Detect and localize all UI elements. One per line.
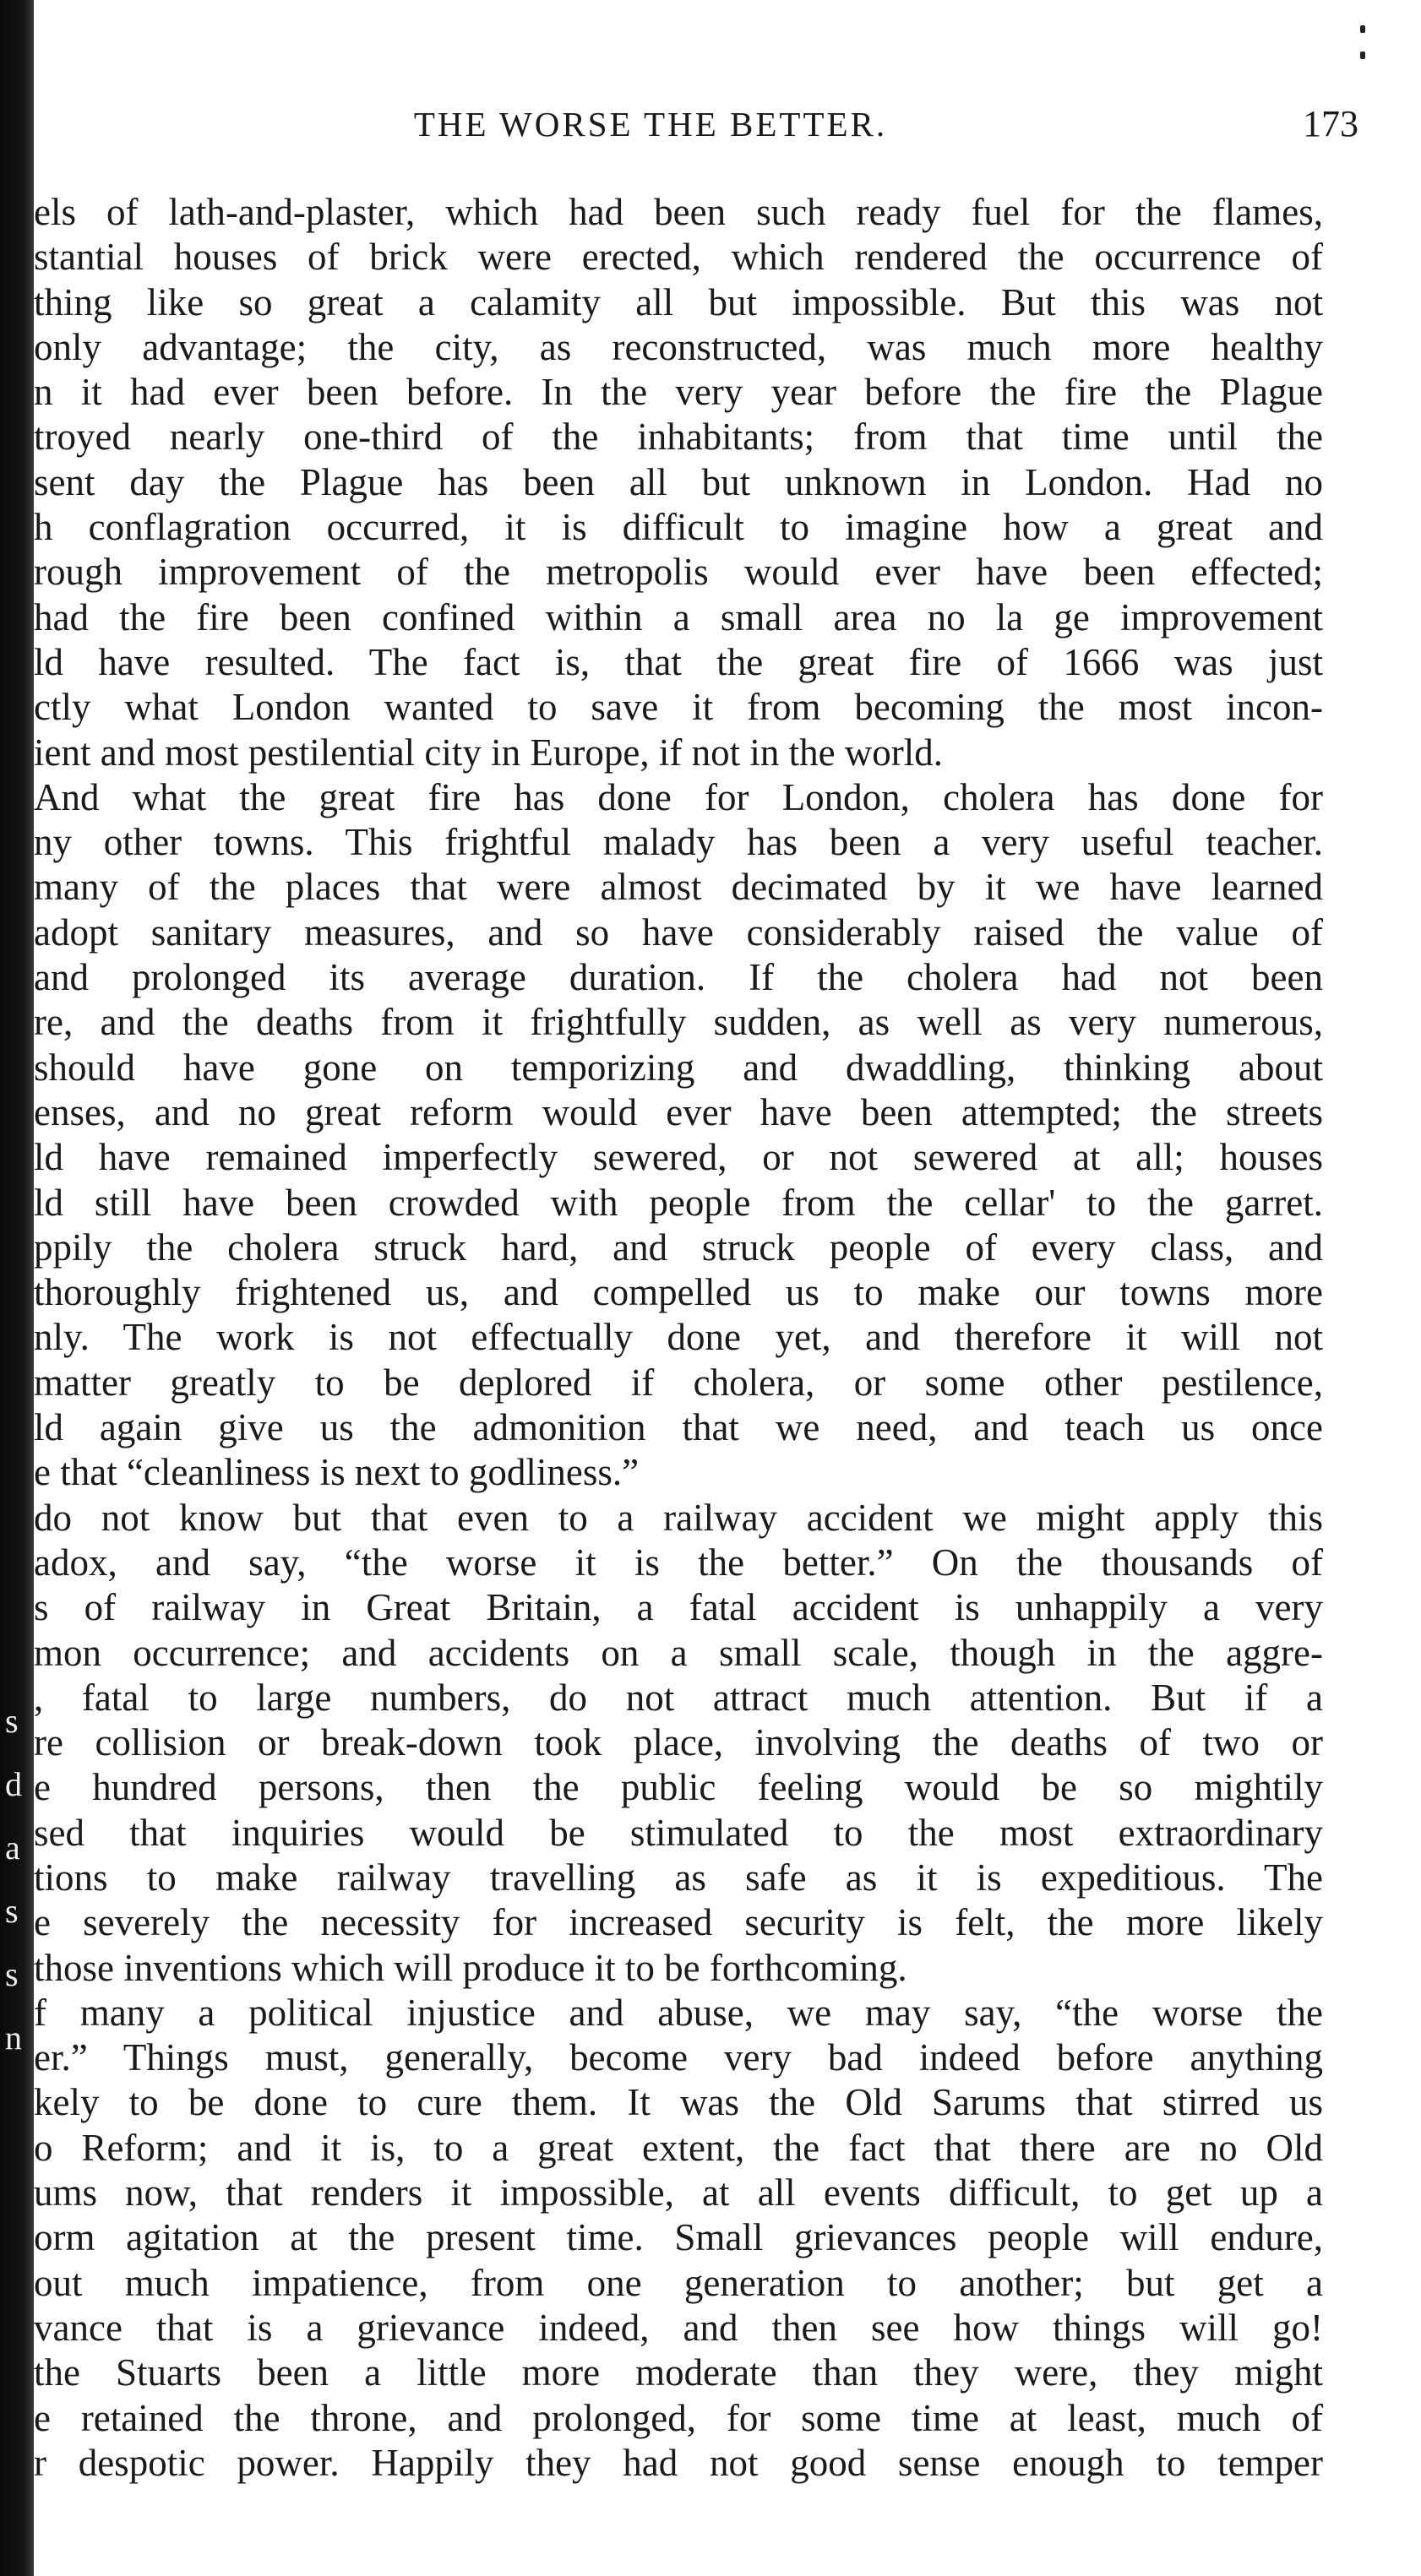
gutter-fragment: n: [5, 2019, 22, 2057]
text-line: s of railway in Great Britain, a fatal accident is unhappily a very: [34, 1586, 1323, 1629]
text-line: ld still have been crowded with people from the cellar' to the garret.: [34, 1181, 1323, 1224]
text-line: ctly what London wanted to save it from becoming the most incon-: [34, 686, 1323, 729]
text-line: n it had ever been before. In the very year before the fire the Plague: [34, 371, 1323, 414]
text-line: els of lath-and-plaster, which had been such ready fuel for the flames,: [34, 191, 1323, 233]
text-line: ld have remained imperfectly sewered, or not sewered at all; houses: [34, 1136, 1323, 1179]
text-line: ums now, that renders it impossible, at all events difficult, to get up a: [34, 2171, 1323, 2215]
text-line: e severely the necessity for increased security is felt, the more likely: [34, 1901, 1323, 1944]
text-line: and prolonged its average duration. If the cholera had not been: [34, 956, 1323, 999]
text-line: o Reform; and it is, to a great extent, the fact that there are no Old: [34, 2126, 1323, 2169]
text-line: mon occurrence; and accidents on a small scale, though in the aggre-: [34, 1631, 1323, 1674]
gutter-fragment: s: [5, 1955, 19, 1993]
gutter-fragment: d: [5, 1765, 22, 1803]
body-text: [34, 190, 1323, 2486]
text-line: orm agitation at the present time. Small grievances people will endure,: [34, 2216, 1323, 2259]
text-line: do not know but that even to a railway accident we might apply this: [34, 1496, 1323, 1539]
text-line: nly. The work is not effectually done yet, and therefore it will not: [34, 1316, 1323, 1359]
text-line: had the fire been confined within a small area no la ge improvement: [34, 595, 1323, 639]
text-line: enses, and no great reform would ever have been attempted; the streets: [34, 1090, 1323, 1133]
running-head: [34, 95, 1358, 154]
text-line: And what the great fire has done for London, cholera has done for: [34, 775, 1323, 818]
speck: [1360, 52, 1365, 59]
text-line: vance that is a grievance indeed, and then see how things will go!: [34, 2306, 1323, 2349]
text-line: ient and most pestilential city in Europe, if not in the world.: [34, 731, 944, 774]
text-line: kely to be done to cure them. It was the Old Sarums that stirred us: [34, 2081, 1323, 2124]
text-line: thing like so great a calamity all but impossible. But this was not: [34, 280, 1323, 323]
text-line: h conflagration occurred, it is difficult to imagine how a great and: [34, 506, 1323, 549]
running-title: THE WORSE THE BETTER.: [413, 105, 888, 144]
text-line: e retained the throne, and prolonged, for some time at least, much of: [34, 2396, 1323, 2439]
text-line: tions to make railway travelling as safe as it is expeditious. The: [34, 1856, 1323, 1899]
text-line: adopt sanitary measures, and so have considerably raised the value of: [34, 910, 1323, 954]
text-line: e that “cleanliness is next to godliness.”: [34, 1451, 640, 1494]
gutter-fragment: s: [5, 1892, 19, 1930]
text-line: f many a political injustice and abuse, we may say, “the worse the: [34, 1991, 1323, 2034]
text-line: e hundred persons, then the public feeling would be so mightily: [34, 1766, 1323, 1809]
speck: [1360, 25, 1365, 33]
text-line: matter greatly to be deplored if cholera, or some other pestilence,: [34, 1361, 1323, 1404]
text-line: the Stuarts been a little more moderate than they were, they might: [34, 2351, 1323, 2394]
text-line: adox, and say, “the worse it is the better.” On the thousands of: [34, 1541, 1323, 1584]
text-line: troyed nearly one-third of the inhabitants; from that time until the: [34, 416, 1323, 459]
text-line: stantial houses of brick were erected, which rendered the occurrence of: [34, 236, 1323, 279]
text-line: sed that inquiries would be stimulated to the most extraordinary: [34, 1811, 1323, 1854]
gutter-fragment: a: [5, 1829, 20, 1867]
text-line: out much impatience, from one generation to another; but get a: [34, 2261, 1323, 2304]
text-line: re collision or break-down took place, involving the deaths of two or: [34, 1721, 1323, 1764]
text-line: ppily the cholera struck hard, and struck people of every class, and: [34, 1226, 1323, 1269]
text-line: only advantage; the city, as reconstructed, was much more healthy: [34, 325, 1323, 368]
gutter-fragment: s: [5, 1702, 19, 1740]
text-line: thoroughly frightened us, and compelled us to make our towns more: [34, 1271, 1323, 1314]
page-number: 173: [1303, 103, 1358, 144]
text-line: re, and the deaths from it frightfully sudden, as well as very numerous,: [34, 1001, 1323, 1044]
text-line: rough improvement of the metropolis would ever have been effected;: [34, 551, 1323, 594]
text-line: er.” Things must, generally, become very bad indeed before anything: [34, 2036, 1323, 2079]
text-line: many of the places that were almost decimated by it we have learned: [34, 866, 1323, 909]
text-line: r despotic power. Happily they had not good sense enough to temper: [34, 2441, 1323, 2484]
text-line: should have gone on temporizing and dwaddling, thinking about: [34, 1046, 1323, 1089]
text-line: ld have resulted. The fact is, that the great fire of 1666 was just: [34, 640, 1323, 683]
text-line: , fatal to large numbers, do not attract much attention. But if a: [34, 1676, 1323, 1719]
text-line: ld again give us the admonition that we need, and teach us once: [34, 1406, 1323, 1449]
text-line: those inventions which will produce it to be forthcoming.: [34, 1946, 907, 1989]
text-line: sent day the Plague has been all but unknown in London. Had no: [34, 460, 1323, 503]
text-line: ny other towns. This frightful malady has been a very useful teacher.: [34, 821, 1323, 864]
margin-specks: [1360, 25, 1370, 76]
